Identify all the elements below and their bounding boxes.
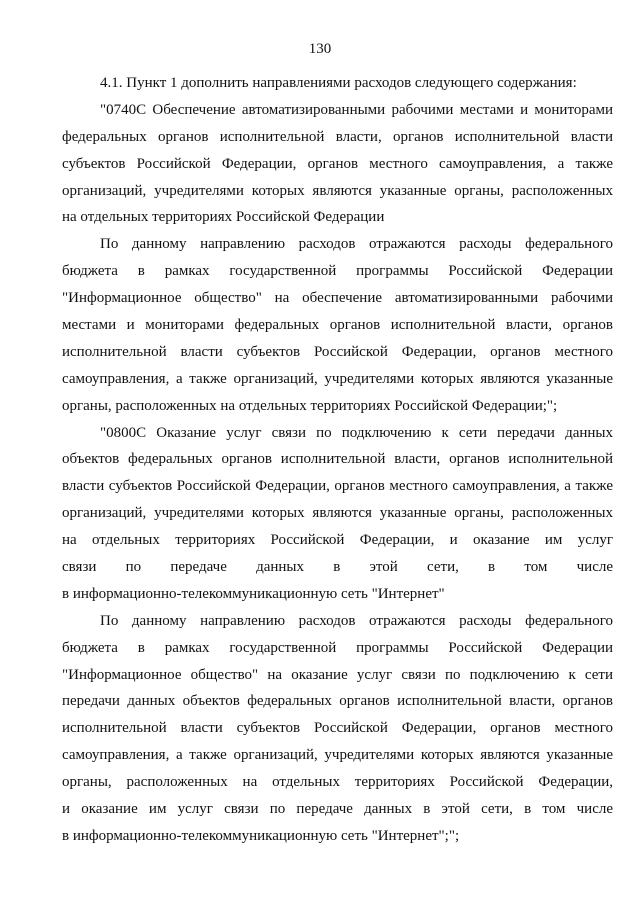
text-line: "Информационное общество" на оказание услуг связи по подключению к сети — [62, 666, 613, 683]
text-line: на отдельных территориях Российской Федерации, и оказание им услуг — [62, 532, 613, 549]
text-line: передачи данных объектов федеральных органов исполнительной власти, органов — [62, 693, 613, 710]
text-line: на отдельных территориях Российской Федерации — [62, 209, 385, 226]
text-line: По данному направлению расходов отражаются расходы федерального — [100, 612, 613, 629]
text-line: органы, расположенных на отдельных территориях Российской Федерации, — [62, 774, 613, 791]
text-line: организаций, учредителями которых являются указанные органы, расположенных — [62, 505, 613, 522]
text-line: связи по передаче данных в этой сети, в том числе — [62, 559, 613, 576]
text-line: и оказание им услуг связи по передаче данных в этой сети, в том числе — [62, 801, 613, 818]
text-line: "0800С Оказание услуг связи по подключению к сети передачи данных — [100, 424, 613, 441]
page-number: 130 — [308, 41, 332, 57]
text-line: бюджета в рамках государственной программы Российской Федерации — [62, 639, 613, 656]
text-line: субъектов Российской Федерации, органов местного самоуправления, а также — [62, 155, 613, 172]
text-line: "Информационное общество" на обеспечение автоматизированными рабочими — [62, 290, 613, 307]
text-line: федеральных органов исполнительной власти, органов исполнительной власти — [62, 128, 613, 145]
text-line: в информационно-телекоммуникационную сеть "Интернет" — [62, 585, 445, 602]
text-line: самоуправления, а также организаций, учредителями которых являются указанные — [62, 370, 613, 387]
text-line: бюджета в рамках государственной программы Российской Федерации — [62, 263, 613, 280]
text-line: организаций, учредителями которых являются указанные органы, расположенных — [62, 182, 613, 199]
text-line: органы, расположенных на отдельных территориях Российской Федерации;"; — [62, 397, 558, 414]
text-line: "0740С Обеспечение автоматизированными рабочими местами и мониторами — [100, 101, 613, 118]
text-line: местами и мониторами федеральных органов исполнительной власти, органов — [62, 317, 613, 334]
text-line: в информационно-телекоммуникационную сеть "Интернет";"; — [62, 827, 460, 844]
text-line: исполнительной власти субъектов Российской Федерации, органов местного — [62, 343, 613, 360]
text-line: исполнительной власти субъектов Российской Федерации, органов местного — [62, 720, 613, 737]
text-line: 4.1. Пункт 1 дополнить направлениями расходов следующего содержания: — [100, 75, 577, 91]
text-line: самоуправления, а также организаций, учредителями которых являются указанные — [62, 747, 613, 764]
document-body — [62, 70, 613, 850]
text-line: объектов федеральных органов исполнительной власти, органов исполнительной — [62, 451, 613, 468]
text-line: власти субъектов Российской Федерации, органов местного самоуправления, а также — [62, 478, 613, 495]
text-line: По данному направлению расходов отражаются расходы федерального — [100, 236, 613, 253]
